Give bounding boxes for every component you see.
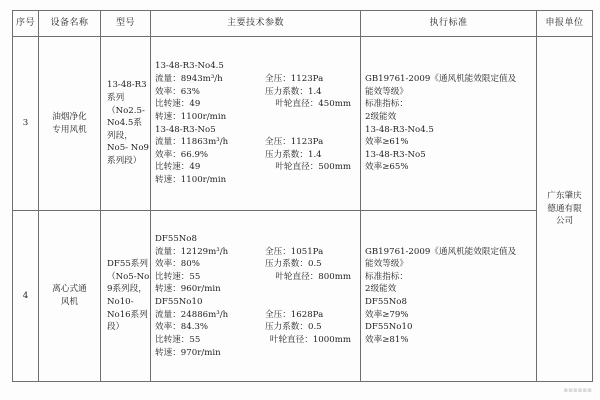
param-model-title: 13-48-R3-No5: [155, 124, 216, 135]
param-label: 比转速：: [155, 334, 190, 345]
param-label: 流量：: [155, 74, 181, 84]
header-model: 型号: [101, 11, 151, 37]
model-line: No5- No9: [107, 143, 149, 154]
param-line: [155, 111, 357, 124]
param-value: 66.9%: [180, 149, 209, 160]
standard-cell: [361, 37, 537, 211]
param-label: 转速：: [155, 111, 181, 122]
param-right: [265, 334, 351, 347]
param-value: 49: [189, 162, 201, 173]
header-params: 主要技术参数: [151, 11, 361, 37]
param-value: 800mm: [318, 271, 351, 282]
standard-line: 2级能效: [365, 284, 397, 295]
param-line: [155, 309, 357, 322]
param-right: [265, 258, 353, 271]
param-line: [155, 283, 357, 296]
param-left: [155, 161, 265, 174]
param-value: 84.3%: [180, 322, 209, 333]
param-value: 1123Pa: [290, 74, 324, 84]
param-left: [155, 271, 265, 284]
param-value: 24886m³/h: [180, 309, 229, 320]
param-value: 500mm: [318, 162, 351, 173]
param-left: [155, 174, 265, 187]
param-line: [155, 149, 357, 162]
equipment-name-line: 离心式通: [52, 284, 87, 295]
param-label: 全压：: [265, 309, 291, 320]
param-value: 12129m³/h: [180, 246, 229, 257]
param-value: 1.4: [307, 86, 322, 97]
param-label: 效率：: [155, 86, 181, 97]
param-value: 1.4: [307, 149, 322, 160]
param-line: [155, 136, 357, 149]
param-left: [155, 334, 265, 347]
equipment-table: [12, 10, 593, 382]
model-line: 段）: [107, 322, 125, 333]
param-left: [155, 283, 265, 296]
param-label: 全压：: [265, 74, 291, 84]
standard-line: 效率≥79%: [365, 309, 409, 320]
standard-line: GB19761-2009《通风机能效限定值及: [365, 246, 517, 257]
param-value: 450mm: [318, 99, 351, 110]
standard-line: 效率≥65%: [365, 162, 409, 173]
param-value: 1100r/min: [180, 111, 227, 122]
param-label: 全压：: [265, 246, 291, 257]
param-label: 叶轮直径：: [275, 271, 319, 282]
model-line: 列段，: [107, 130, 133, 141]
param-label: 压力系数：: [265, 149, 308, 160]
header-no: 序号: [13, 11, 39, 37]
table-header-row: [13, 11, 593, 37]
standard-line: 能效等级》: [365, 259, 408, 270]
param-value: 11863m³/h: [180, 137, 229, 148]
param-label: 压力系数：: [265, 322, 308, 333]
param-value: 1123Pa: [290, 137, 324, 148]
standard-line: 13-48-R3-No5: [365, 149, 426, 160]
param-value: 80%: [180, 259, 200, 270]
technical-params: [151, 37, 361, 211]
param-left: [155, 347, 265, 360]
param-right: [265, 309, 353, 322]
param-label: 全压：: [265, 137, 291, 148]
param-value: 1628Pa: [290, 309, 324, 320]
equipment-name-line: 风机: [60, 297, 79, 307]
param-model-title: 13-48-R3-No4.5: [155, 61, 224, 72]
param-value: 8943m³/h: [180, 74, 223, 84]
standard-line: DF55No10: [365, 322, 413, 333]
param-left: [155, 149, 265, 162]
model-line: No4.5系: [107, 118, 142, 129]
row-number: 3: [13, 37, 39, 211]
model-cell: [101, 211, 151, 382]
param-line: [155, 321, 357, 334]
param-label: 叶轮直径：: [275, 162, 319, 173]
param-line: [155, 246, 357, 259]
param-left: [155, 98, 265, 111]
param-right: [265, 136, 353, 149]
param-value: 970r/min: [180, 347, 221, 358]
param-model-title: DF55No8: [155, 233, 197, 244]
model-line: （No2.5-: [107, 105, 145, 116]
param-value: 49: [189, 99, 201, 110]
standard-line: 能效等级》: [365, 86, 408, 97]
param-right: [265, 161, 351, 174]
param-value: 55: [189, 271, 201, 282]
standard-line: 标准指标：: [365, 271, 408, 282]
param-line: [155, 258, 357, 271]
table-row: [13, 211, 593, 382]
param-label: 转速：: [155, 347, 181, 358]
model-line: 系列: [107, 92, 125, 103]
standard-line: 标准指标：: [365, 99, 408, 110]
param-right: [265, 86, 353, 99]
param-line: [155, 271, 357, 284]
param-right: [265, 321, 353, 334]
table-row: [13, 37, 593, 211]
param-left: [155, 321, 265, 334]
param-label: 效率：: [155, 322, 181, 333]
param-line: [155, 347, 357, 360]
equipment-name-line: 专用风机: [52, 124, 87, 135]
model-line: No16系列: [107, 309, 148, 320]
param-value: 960r/min: [180, 284, 221, 295]
unit-line: 公司: [555, 216, 574, 227]
equipment-name-line: 油烟净化: [52, 111, 87, 122]
header-standard: 执行标准: [361, 11, 537, 37]
param-left: [155, 73, 265, 86]
param-line: [155, 174, 357, 187]
param-label: 效率：: [155, 149, 181, 160]
param-label: 流量：: [155, 246, 181, 257]
param-label: 压力系数：: [265, 259, 308, 270]
param-right: [265, 246, 353, 259]
param-value: 55: [189, 334, 201, 345]
param-left: [155, 258, 265, 271]
standard-line: 2级能效: [365, 111, 397, 122]
param-line: [155, 98, 357, 111]
model-cell: [101, 37, 151, 211]
corner-mark: ▪▪▪▪▪▪: [563, 386, 592, 394]
param-value: 1100r/min: [180, 175, 227, 185]
param-value: 63%: [180, 86, 200, 97]
standard-line: 13-48-R3-No4.5: [365, 124, 434, 135]
param-left: [155, 246, 265, 259]
param-label: 转速：: [155, 175, 181, 185]
model-line: DF55系列: [107, 259, 148, 270]
technical-params: [151, 211, 361, 382]
unit-line: 德通有限: [547, 203, 582, 214]
standard-line: 效率≥61%: [365, 137, 409, 148]
param-value: 1051Pa: [290, 246, 324, 257]
applicant-unit: [537, 37, 593, 382]
param-left: [155, 111, 265, 124]
equipment-name: [39, 211, 101, 382]
param-label: 比转速：: [155, 162, 190, 173]
param-right: [265, 149, 353, 162]
param-line: [155, 161, 357, 174]
param-value: 1000mm: [312, 334, 351, 345]
param-label: 转速：: [155, 284, 181, 295]
row-number: 4: [13, 211, 39, 382]
param-line: [155, 73, 357, 86]
param-label: 流量：: [155, 309, 181, 320]
param-line: [155, 86, 357, 99]
model-line: 9系列段，: [107, 284, 147, 295]
unit-line: 广东肇庆: [547, 191, 582, 202]
param-right: [265, 73, 353, 86]
standard-line: DF55No8: [365, 297, 407, 307]
standard-line: 效率≥81%: [365, 334, 409, 345]
model-line: 13-48-R3: [107, 80, 147, 91]
param-label: 比转速：: [155, 271, 190, 282]
param-right: [265, 98, 351, 111]
param-left: [155, 309, 265, 322]
param-left: [155, 86, 265, 99]
header-unit: 申报单位: [537, 11, 593, 37]
param-value: 0.5: [307, 259, 322, 270]
standard-cell: [361, 211, 537, 382]
standard-line: GB19761-2009《通风机能效限定值及: [365, 74, 517, 84]
model-line: （No5-No: [107, 271, 150, 282]
param-model-title: DF55No10: [155, 297, 203, 307]
param-right: [265, 271, 351, 284]
param-label: 压力系数：: [265, 86, 308, 97]
param-label: 叶轮直径：: [269, 334, 313, 345]
header-name: 设备名称: [39, 11, 101, 37]
param-value: 0.5: [307, 322, 322, 333]
param-label: 效率：: [155, 259, 181, 270]
equipment-name: [39, 37, 101, 211]
model-line: 系列段）: [107, 156, 142, 167]
param-label: 流量：: [155, 137, 181, 148]
param-label: 比转速：: [155, 99, 190, 110]
model-line: No10-: [107, 297, 134, 307]
param-label: 叶轮直径：: [275, 99, 319, 110]
param-left: [155, 136, 265, 149]
param-line: [155, 334, 357, 347]
